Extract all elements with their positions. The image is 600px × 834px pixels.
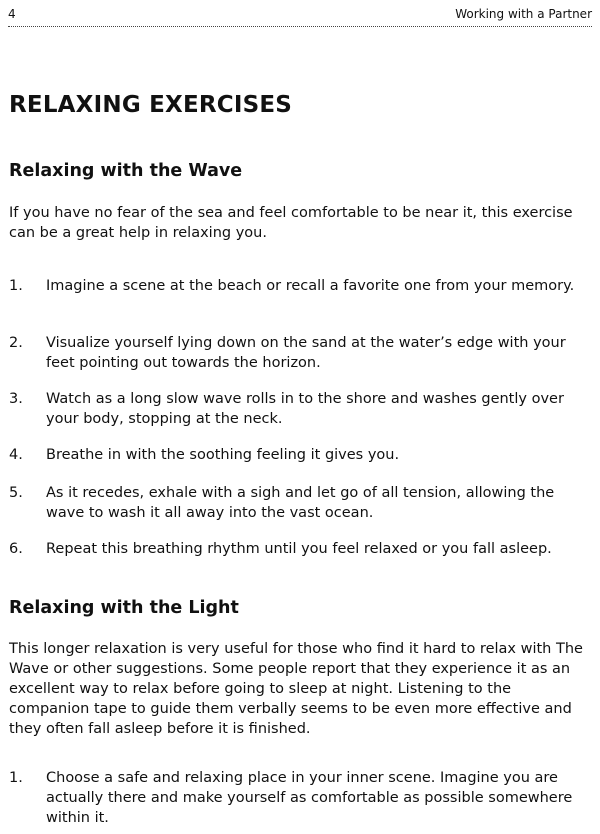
- step-text: Breathe in with the soothing feeling it gives you.: [46, 447, 400, 463]
- step-number: 2.: [9, 335, 23, 351]
- step-text: Imagine a scene at the beach or recall a favorite one from your memory.: [46, 278, 575, 294]
- step-text: As it recedes, exhale with a sigh and let go of all tension, allowing the wave to wash it all away into the vast ocean.: [46, 485, 555, 521]
- step-number: 6.: [9, 541, 23, 557]
- step-number: 1.: [9, 770, 23, 786]
- step-number: 5.: [9, 485, 23, 501]
- step-text: Watch as a long slow wave rolls in to the shore and washes gently over your body, stopping at the neck.: [46, 391, 564, 427]
- step-text: Repeat this breathing rhythm until you feel relaxed or you fall asleep.: [46, 541, 552, 557]
- step-text: Choose a safe and relaxing place in your inner scene. Imagine you are actually there and make yourself as comfortable as possible somewhere within it.: [46, 770, 573, 826]
- page-number: 4: [8, 7, 16, 21]
- wave-intro-paragraph: If you have no fear of the sea and feel comfortable to be near it, this exercise can be a great help in relaxing you.: [9, 205, 573, 241]
- page-header: [8, 4, 592, 27]
- running-head: Working with a Partner: [455, 7, 592, 21]
- step-text: Visualize yourself lying down on the sand at the water’s edge with your feet pointing out towards the horizon.: [46, 335, 566, 371]
- section-heading-wave: Relaxing with the Wave: [9, 161, 243, 181]
- step-number: 4.: [9, 447, 23, 463]
- step-number: 1.: [9, 278, 23, 294]
- section-heading-light: Relaxing with the Light: [9, 598, 239, 618]
- page-title: RELAXING EXERCISES: [9, 92, 293, 118]
- light-intro-paragraph: This longer relaxation is very useful for those who find it hard to relax with The Wave or other suggestions. Some people report that they experience it as an excellent way to relax before going to sleep at night. Listening to the companion tape to guide them verbally seems to be even more effective and they often fall asleep before it is finished.: [9, 641, 583, 737]
- step-number: 3.: [9, 391, 23, 407]
